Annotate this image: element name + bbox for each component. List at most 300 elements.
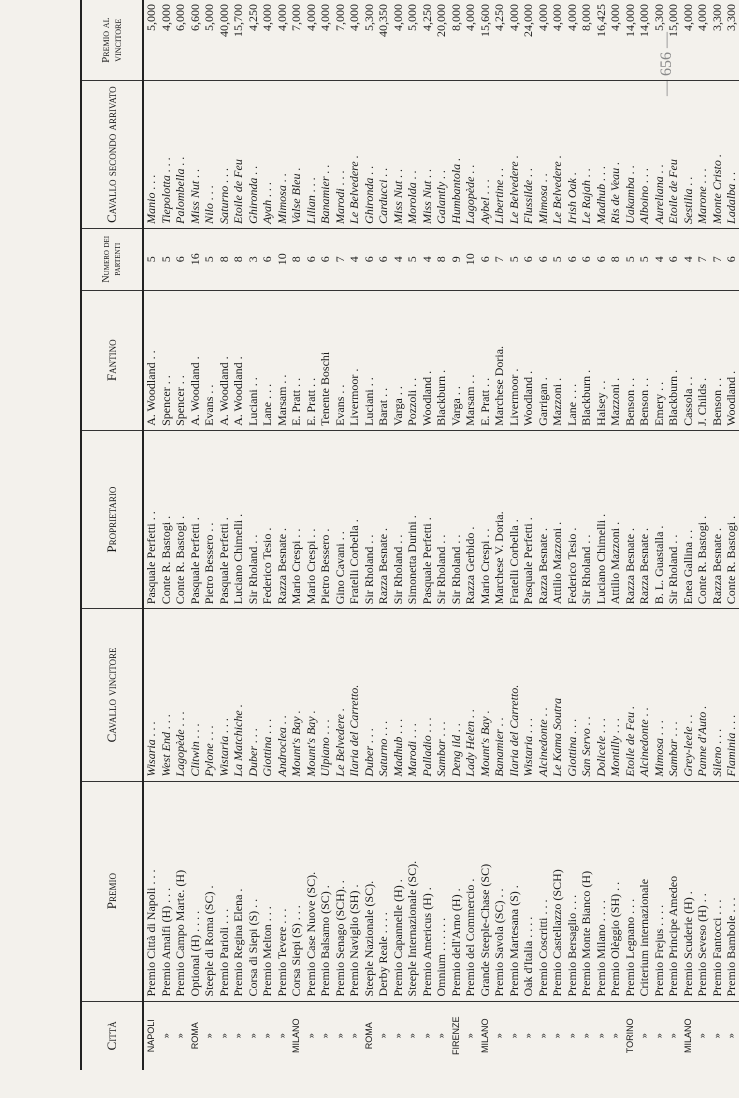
cell-proprietario: Pasquale Perfetti . (217, 430, 232, 608)
cell-cavallo-vincitore: La Matchiche . (231, 609, 246, 781)
cell-secondo-arrivato: Ghironda . . (362, 81, 377, 228)
cell-secondo-arrivato: Ris de Veau . (608, 81, 623, 228)
cell-fantino: Blackburn . (434, 290, 449, 430)
cell-secondo-arrivato: Mimosa . . (536, 81, 551, 228)
cell-premio: Steeple Internazionale (SC). (405, 781, 420, 1001)
header-secondo-arrivato: Cavallo secondo arrivato (81, 81, 143, 228)
cell-cavallo-vincitore: Lagopède . . . (173, 609, 188, 781)
cell-cavallo-vincitore: Grey-leele . . (681, 609, 696, 781)
cell-citta: ROMA (363, 1022, 374, 1050)
cell-fantino: J. Childs . (695, 290, 710, 430)
table-row (724, 0, 739, 1070)
table-row (318, 0, 333, 1070)
cell-numero-partenti: 6 (594, 228, 609, 290)
cell-fantino: Evans . . (333, 290, 348, 430)
cell-premio: Premio Melton . . . (260, 781, 275, 1001)
cell-citta: » (537, 1033, 548, 1039)
cell-proprietario: Luciano Chimelli . (231, 430, 246, 608)
cell-premio: Premio dell'Arno (H) . (449, 781, 464, 1001)
cell-premio: Premio Balsamo (SC) . (318, 781, 333, 1001)
cell-proprietario: Sir Rholand . . (449, 430, 464, 608)
cell-premio: Omnium . . . . . . (434, 781, 449, 1001)
cell-secondo-arrivato: Sestilia . . (681, 81, 696, 228)
cell-premio: Premio Castellazzo (SCH) (550, 781, 565, 1001)
cell-numero-partenti: 4 (420, 228, 435, 290)
cell-premio: Premio Principe Amedeo (666, 781, 681, 1001)
cell-fantino: Spencer . . (173, 290, 188, 430)
cell-proprietario: Pasquale Perfetti . (521, 430, 536, 608)
cell-cavallo-vincitore: Le Belvedere . (333, 609, 348, 781)
table-row (579, 0, 594, 1070)
table-row (376, 0, 391, 1070)
cell-citta: » (494, 1033, 504, 1039)
cell-secondo-arrivato: Galantly . . (434, 81, 449, 228)
table-row (405, 0, 420, 1070)
cell-citta: » (320, 1033, 330, 1039)
cell-premio: Premio Americus (H) . (420, 781, 435, 1001)
table-row (391, 0, 406, 1070)
cell-numero-partenti: 8 (289, 228, 304, 290)
cell-proprietario: Luciano Chimelli . (594, 430, 609, 608)
cell-cavallo-vincitore: Sambar . . . (434, 609, 449, 781)
cell-proprietario: Marchese V. Doria. (492, 430, 507, 608)
cell-premio: Premio Monte Bianco (H) (579, 781, 594, 1001)
cell-fantino: Pozzoli . . (405, 290, 420, 430)
cell-premio: Corsa Siepi (S) . . . (289, 781, 304, 1001)
cell-numero-partenti: 8 (608, 228, 623, 290)
cell-fantino: Cassola . . (681, 290, 696, 430)
cell-proprietario: Attilio Mazzoni . (608, 430, 623, 608)
cell-proprietario: Mario Crespi . . (478, 430, 493, 608)
cell-numero-partenti: 7 (695, 228, 710, 290)
cell-numero-partenti: 6 (521, 228, 536, 290)
cell-cavallo-vincitore: Sambar . . . (666, 609, 681, 781)
cell-cavallo-vincitore: Le Kama Soutra (550, 609, 565, 781)
cell-premio-vincitore: 5,300 (652, 0, 667, 81)
cell-proprietario: Sir Rholand . . (362, 430, 377, 608)
cell-citta: » (247, 1033, 258, 1039)
cell-premio: Premio Seveso (H) . . (695, 781, 710, 1001)
cell-proprietario: Sir Rholand . . (391, 430, 406, 608)
cell-citta: » (160, 1033, 171, 1039)
cell-fantino: Barat . . (376, 290, 391, 430)
table-row (637, 0, 652, 1070)
cell-numero-partenti: 9 (449, 228, 464, 290)
cell-numero-partenti: 10 (463, 228, 478, 290)
cell-premio: Grande Steeple-Chase (SC) (478, 781, 493, 1001)
cell-numero-partenti: 7 (492, 228, 507, 290)
cell-citta: » (726, 1033, 736, 1039)
cell-premio-vincitore: 4,000 (318, 0, 333, 81)
cell-citta: » (407, 1033, 417, 1039)
table-row (565, 0, 580, 1070)
cell-proprietario: Razza Besnate . (710, 430, 725, 608)
cell-secondo-arrivato: Lagopède . . (463, 81, 478, 228)
cell-numero-partenti: 7 (333, 228, 348, 290)
cell-premio: Steeple Nazionale (SC). (362, 781, 377, 1001)
cell-citta: » (233, 1033, 243, 1039)
cell-fantino: Marsam . . (463, 290, 478, 430)
cell-fantino: E. Pratt . . (478, 290, 493, 430)
table-row (681, 0, 696, 1070)
cell-premio-vincitore: 4,250 (420, 0, 435, 81)
cell-premio-vincitore: 7,000 (289, 0, 304, 81)
cell-fantino: E. Pratt . . (289, 290, 304, 430)
header-premio-vincitore: Premio al vincitore (81, 0, 143, 81)
cell-premio-vincitore: 4,000 (550, 0, 565, 81)
cell-numero-partenti: 6 (478, 228, 493, 290)
cell-secondo-arrivato: Saturno . . . (217, 81, 232, 228)
cell-numero-partenti: 7 (710, 228, 725, 290)
table-row (231, 0, 246, 1070)
cell-cavallo-vincitore: Marodi . . . (405, 609, 420, 781)
table-row (304, 0, 319, 1070)
cell-premio: Premio Milano . . . . (594, 781, 609, 1001)
cell-numero-partenti: 5 (507, 228, 522, 290)
table-row (362, 0, 377, 1070)
cell-cavallo-vincitore: West End . . . (159, 609, 174, 781)
table-row (188, 0, 203, 1070)
cell-proprietario: Razza Besnate . (623, 430, 638, 608)
cell-secondo-arrivato: Uakamba . . (623, 81, 638, 228)
cell-cavallo-vincitore: Madhub . . . (391, 609, 406, 781)
cell-premio-vincitore: 4,000 (536, 0, 551, 81)
cell-fantino: Lane . . . (565, 290, 580, 430)
cell-premio: Steeple di Roma (SC) . (202, 781, 217, 1001)
cell-premio: Premio Città di Napoli . . . (143, 781, 159, 1001)
cell-cavallo-vincitore: Ulpiano . . . (318, 609, 333, 781)
cell-proprietario: Razza Besnate . (376, 430, 391, 608)
cell-premio: Corsa di Siepi (S) . . (246, 781, 261, 1001)
cell-fantino: Benson . . (637, 290, 652, 430)
cell-fantino: Woodland . (521, 290, 536, 430)
cell-premio: Premio Bersaglio . . . (565, 781, 580, 1001)
cell-numero-partenti: 6 (565, 228, 580, 290)
cell-premio-vincitore: 6,600 (188, 0, 203, 81)
cell-cavallo-vincitore: Ilaria del Carretto. (347, 609, 362, 781)
cell-numero-partenti: 3 (246, 228, 261, 290)
cell-fantino: Blackburn . (666, 290, 681, 430)
cell-citta: » (392, 1033, 403, 1039)
cell-numero-partenti: 5 (550, 228, 565, 290)
cell-premio-vincitore: 4,000 (463, 0, 478, 81)
cell-cavallo-vincitore: Montilly . . . (608, 609, 623, 781)
cell-premio: Premio Naviglio (SH) . (347, 781, 362, 1001)
cell-cavallo-vincitore: Clitwin . . . (188, 609, 203, 781)
cell-premio-vincitore: 3,300 (710, 0, 725, 81)
cell-secondo-arrivato: Marone . . . (695, 81, 710, 228)
table-row (608, 0, 623, 1070)
cell-premio-vincitore: 16,425 (594, 0, 609, 81)
cell-premio: Premio Frejus . . . . (652, 781, 667, 1001)
cell-cavallo-vincitore: Sileno . . . (710, 609, 725, 781)
cell-premio-vincitore: 4,000 (608, 0, 623, 81)
cell-proprietario: Attilio Mazzoni . (550, 430, 565, 608)
header-row (81, 0, 143, 1070)
cell-proprietario: Federico Tesio . (565, 430, 580, 608)
cell-premio-vincitore: 4,000 (159, 0, 174, 81)
cell-cavallo-vincitore: San Servo . . (579, 609, 594, 781)
cell-citta: » (218, 1033, 229, 1039)
table-row (550, 0, 565, 1070)
cell-secondo-arrivato: Ghironda . . (246, 81, 261, 228)
cell-secondo-arrivato: Miss Nut . . (391, 81, 406, 228)
table-row (217, 0, 232, 1070)
cell-proprietario: Razza Gerbido . (463, 430, 478, 608)
header-cavallo-vincitore: Cavallo vincitore (81, 609, 143, 781)
cell-numero-partenti: 5 (637, 228, 652, 290)
cell-fantino: A. Woodland . (231, 290, 246, 430)
cell-fantino: Livermoor . (507, 290, 522, 430)
cell-fantino: Mazzoni . (608, 290, 623, 430)
table-row (478, 0, 493, 1070)
cell-citta: MILANO (479, 1018, 490, 1054)
cell-proprietario: Conte R. Bastogi . (724, 430, 739, 608)
cell-secondo-arrivato: Humbantola . (449, 81, 464, 228)
table-row (449, 0, 464, 1070)
cell-proprietario: Conte R. Bastogi . (159, 430, 174, 608)
cell-premio-vincitore: 4,000 (695, 0, 710, 81)
cell-citta: » (305, 1033, 316, 1039)
table-row (463, 0, 478, 1070)
table-row (289, 0, 304, 1070)
cell-premio-vincitore: 4,000 (565, 0, 580, 81)
cell-citta: » (595, 1033, 606, 1039)
cell-fantino: Benson . . (623, 290, 638, 430)
cell-secondo-arrivato: Irish Oak . (565, 81, 580, 228)
cell-secondo-arrivato: Le Belvedere . (347, 81, 362, 228)
table-row (434, 0, 449, 1070)
cell-numero-partenti: 8 (231, 228, 246, 290)
cell-fantino: Spencer . . (159, 290, 174, 430)
cell-numero-partenti: 6 (376, 228, 391, 290)
cell-secondo-arrivato: Nilo . . . (202, 81, 217, 228)
cell-premio: Premio Case Nuove (SC). (304, 781, 319, 1001)
cell-fantino: A. Woodland . (217, 290, 232, 430)
cell-proprietario: Sir Rholand . . (434, 430, 449, 608)
cell-fantino: Woodland . (724, 290, 739, 430)
cell-premio-vincitore: 40,000 (217, 0, 232, 81)
cell-numero-partenti: 6 (173, 228, 188, 290)
cell-numero-partenti: 5 (143, 228, 159, 290)
cell-proprietario: Sir Rholand . . (579, 430, 594, 608)
cell-cavallo-vincitore: Mount's Bay . (304, 609, 319, 781)
cell-secondo-arrivato: Carducci . . (376, 81, 391, 228)
cell-premio: Premio Tevere . . . (275, 781, 290, 1001)
cell-premio-vincitore: 4,250 (246, 0, 261, 81)
cell-numero-partenti: 16 (188, 228, 203, 290)
cell-numero-partenti: 5 (202, 228, 217, 290)
table-row (652, 0, 667, 1070)
table-row (333, 0, 348, 1070)
cell-numero-partenti: 6 (724, 228, 739, 290)
cell-secondo-arrivato: Madhub . . . (594, 81, 609, 228)
cell-numero-partenti: 6 (362, 228, 377, 290)
cell-proprietario: Pietro Bessero . (318, 430, 333, 608)
cell-cavallo-vincitore: Mount's Bay . (478, 609, 493, 781)
race-results-table (80, 0, 739, 1070)
cell-citta: » (349, 1033, 359, 1039)
cell-cavallo-vincitore: Flaminia . . . (724, 609, 739, 781)
cell-premio: Premio Fantocci . . . (710, 781, 725, 1001)
cell-numero-partenti: 8 (434, 228, 449, 290)
cell-citta: » (276, 1033, 287, 1039)
cell-cavallo-vincitore: Dolicele . . . (594, 609, 609, 781)
cell-premio-vincitore: 5,000 (202, 0, 217, 81)
cell-numero-partenti: 8 (217, 228, 232, 290)
table-row (536, 0, 551, 1070)
cell-citta: » (204, 1033, 214, 1039)
cell-premio: Premio Amalfi (H) . . . (159, 781, 174, 1001)
cell-numero-partenti: 5 (623, 228, 638, 290)
cell-secondo-arrivato: Ladalba . . (724, 81, 739, 228)
cell-fantino: Emery . . (652, 290, 667, 430)
cell-cavallo-vincitore: Mount's Bay . (289, 609, 304, 781)
cell-citta: » (610, 1033, 620, 1039)
cell-citta: » (175, 1033, 185, 1039)
cell-secondo-arrivato: Ayah . . . (260, 81, 275, 228)
cell-fantino: Marsam . . (275, 290, 290, 430)
cell-citta: » (421, 1033, 432, 1039)
cell-proprietario: Mario Crespi . . (304, 430, 319, 608)
cell-cavallo-vincitore: Pylone . . . (202, 609, 217, 781)
cell-premio-vincitore: 20,000 (434, 0, 449, 81)
cell-secondo-arrivato: Lilian . . . (304, 81, 319, 228)
cell-fantino: Tenente Boschi (318, 290, 333, 430)
cell-secondo-arrivato: Libertine . . (492, 81, 507, 228)
cell-citta: » (653, 1033, 664, 1039)
cell-cavallo-vincitore: Banamier . . (492, 609, 507, 781)
cell-numero-partenti: 4 (391, 228, 406, 290)
header-numero-partenti: Numero dei partenti (81, 228, 143, 290)
cell-premio-vincitore: 3,300 (724, 0, 739, 81)
cell-fantino: Varga . . (391, 290, 406, 430)
cell-numero-partenti: 5 (405, 228, 420, 290)
cell-cavallo-vincitore: Giottina . . . (260, 609, 275, 781)
table-row (173, 0, 188, 1070)
cell-proprietario: Conte R. Bastogi . (173, 430, 188, 608)
cell-secondo-arrivato: Miss Nut . . (188, 81, 203, 228)
cell-fantino: Luciani . . (246, 290, 261, 430)
cell-fantino: Livermoor . (347, 290, 362, 430)
cell-fantino: Luciani . . (362, 290, 377, 430)
cell-fantino: Woodland . (420, 290, 435, 430)
cell-premio-vincitore: 4,000 (260, 0, 275, 81)
cell-fantino: Lane . . . (260, 290, 275, 430)
cell-cavallo-vincitore: Deng ild . . (449, 609, 464, 781)
cell-proprietario: Pasquale Perfetti . (420, 430, 435, 608)
cell-cavallo-vincitore: Lady Helen . . (463, 609, 478, 781)
cell-secondo-arrivato: Mimosa . . (275, 81, 290, 228)
cell-premio: Premio Savola (SC) . . (492, 781, 507, 1001)
cell-fantino: E. Pratt . . (304, 290, 319, 430)
cell-proprietario: Fratelli Corbella . (347, 430, 362, 608)
cell-cavallo-vincitore: Saturno . . . (376, 609, 391, 781)
cell-citta: » (552, 1033, 562, 1039)
cell-numero-partenti: 5 (159, 228, 174, 290)
cell-secondo-arrivato: Etoile de Feu (231, 81, 246, 228)
cell-citta: » (262, 1033, 272, 1039)
cell-cavallo-vincitore: Mimosa . . . (652, 609, 667, 781)
cell-citta: » (711, 1033, 722, 1039)
cell-premio-vincitore: 8,000 (579, 0, 594, 81)
cell-secondo-arrivato: Banamier . . (318, 81, 333, 228)
cell-proprietario: Pasquale Perfetti . . (143, 430, 159, 608)
cell-fantino: Garrigan . (536, 290, 551, 430)
cell-premio: Derby Reale . . . . (376, 781, 391, 1001)
cell-proprietario: Sir Rholand . . (666, 430, 681, 608)
cell-premio-vincitore: 15,600 (478, 0, 493, 81)
cell-premio-vincitore: 14,000 (637, 0, 652, 81)
cell-premio: Premio Capannelle (H) . (391, 781, 406, 1001)
table-row (521, 0, 536, 1070)
table-row (594, 0, 609, 1070)
cell-cavallo-vincitore: Wistaria . . . (217, 609, 232, 781)
header-citta: Città (81, 1001, 143, 1070)
table-row (623, 0, 638, 1070)
cell-premio: Premio Parioli . . . (217, 781, 232, 1001)
table-row (420, 0, 435, 1070)
cell-fantino: Blackburn . (579, 290, 594, 430)
cell-numero-partenti: 10 (275, 228, 290, 290)
cell-proprietario: Razza Besnate . (275, 430, 290, 608)
table-row (143, 0, 159, 1070)
cell-secondo-arrivato: Aureliana . . (652, 81, 667, 228)
cell-premio-vincitore: 4,000 (347, 0, 362, 81)
cell-premio-vincitore: 24,000 (521, 0, 536, 81)
cell-citta: » (334, 1033, 345, 1039)
cell-premio-vincitore: 15,700 (231, 0, 246, 81)
cell-numero-partenti: 4 (652, 228, 667, 290)
cell-cavallo-vincitore: Androclea . . (275, 609, 290, 781)
cell-premio-vincitore: 4,000 (391, 0, 406, 81)
cell-citta: » (566, 1033, 577, 1039)
cell-citta: » (523, 1033, 533, 1039)
cell-citta: » (668, 1033, 678, 1039)
cell-numero-partenti: 6 (260, 228, 275, 290)
cell-premio-vincitore: 8,000 (449, 0, 464, 81)
header-fantino: Fantino (81, 290, 143, 430)
cell-numero-partenti: 6 (304, 228, 319, 290)
cell-premio-vincitore: 4,250 (492, 0, 507, 81)
cell-fantino: Halsey . . (594, 290, 609, 430)
cell-cavallo-vincitore: Wisaria . . . (143, 609, 159, 781)
cell-premio: Premio Martesana (S) . (507, 781, 522, 1001)
cell-numero-partenti: 4 (347, 228, 362, 290)
cell-proprietario: Fratelli Corbella . (507, 430, 522, 608)
cell-proprietario: Pietro Bessero . . (202, 430, 217, 608)
table-row (202, 0, 217, 1070)
cell-premio-vincitore: 15,000 (666, 0, 681, 81)
header-proprietario: Proprietario (81, 430, 143, 608)
cell-premio: Optional (H) . . . . (188, 781, 203, 1001)
cell-citta: MILANO (291, 1018, 301, 1054)
cell-secondo-arrivato: Le Rajah . . (579, 81, 594, 228)
cell-proprietario: Gino Cavani . . (333, 430, 348, 608)
cell-citta: ROMA (189, 1022, 200, 1050)
cell-secondo-arrivato: Valse Bleu . (289, 81, 304, 228)
cell-secondo-arrivato: Morolda . . (405, 81, 420, 228)
cell-citta: NAPOLI (146, 1019, 156, 1053)
cell-premio-vincitore: 4,000 (304, 0, 319, 81)
cell-premio: Premio del Commercio . (463, 781, 478, 1001)
cell-numero-partenti: 6 (318, 228, 333, 290)
cell-secondo-arrivato: Miss Nut . . (420, 81, 435, 228)
cell-cavallo-vincitore: Alcinedonte . . (536, 609, 551, 781)
cell-proprietario: Razza Besnate . (637, 430, 652, 608)
table-row (710, 0, 725, 1070)
table-row (666, 0, 681, 1070)
